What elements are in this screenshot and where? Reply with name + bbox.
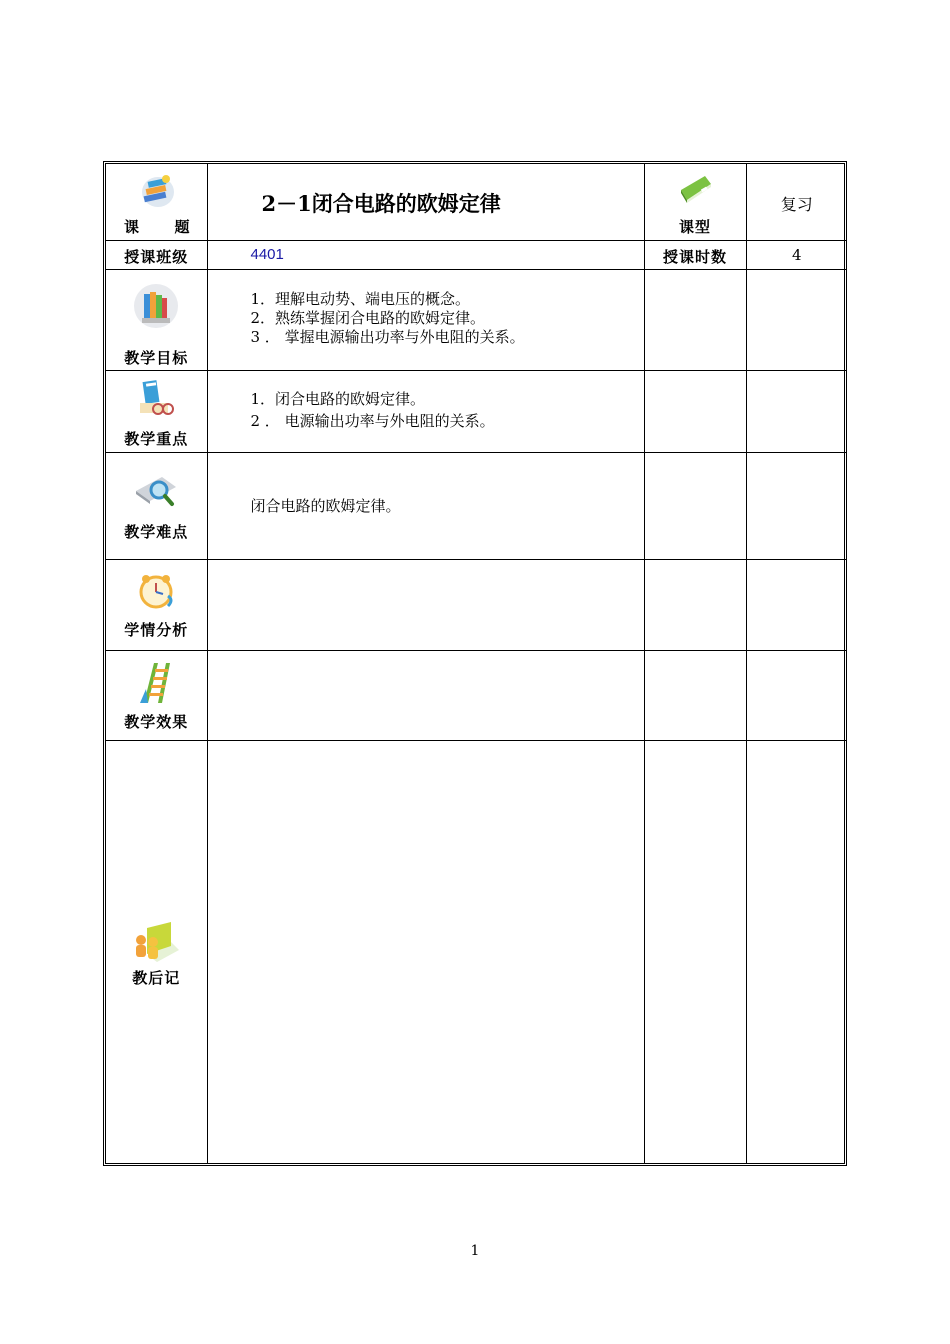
type-label: 课型 (678, 218, 711, 236)
key-point-item: 2 ． 电源输出功率与外电阻的关系。 (250, 411, 495, 430)
ladder-icon (136, 659, 176, 705)
difficulties-label: 教学难点 (124, 522, 189, 541)
topic-label-left: 课 (124, 218, 141, 236)
key-points-row (106, 370, 847, 452)
green-book-icon (675, 168, 715, 208)
info-row (106, 240, 847, 269)
key-points-empty-cell (644, 370, 746, 452)
class-label: 授课班级 (124, 247, 189, 266)
analysis-label-cell (106, 559, 207, 650)
alarm-clock-icon (134, 572, 178, 612)
analysis-row (106, 559, 847, 650)
lesson-title-cell (207, 164, 644, 240)
people-folder-icon (131, 920, 181, 962)
topic-label-right: 题 (174, 218, 191, 236)
reflection-content-cell (207, 740, 644, 1163)
effect-label-cell (106, 650, 207, 740)
reflection-row (106, 740, 847, 1163)
books-stack-icon (136, 170, 176, 210)
effect-row (106, 650, 847, 740)
hours-label-cell (644, 240, 746, 269)
reflection-label-cell (106, 740, 207, 1163)
difficulties-label-cell (106, 452, 207, 559)
difficulties-text: 闭合电路的欧姆定律。 (250, 496, 401, 515)
objectives-row (106, 269, 847, 370)
type-label-cell (644, 164, 746, 240)
magnifier-icon (132, 471, 180, 515)
analysis-content-cell (207, 559, 644, 650)
objectives-label-cell (106, 269, 207, 370)
hours-value-cell (746, 240, 847, 269)
hours-value: 4 (791, 245, 802, 264)
class-value: 4401 (250, 245, 284, 263)
objectives-empty-cell-2 (746, 269, 847, 370)
reflection-empty-cell (644, 740, 746, 1163)
key-points-list (251, 389, 495, 431)
objectives-list (251, 289, 525, 347)
type-value: 复习 (780, 195, 813, 214)
effect-empty-cell-2 (746, 650, 847, 740)
objectives-content-cell (207, 269, 644, 370)
analysis-label: 学情分析 (124, 620, 189, 639)
difficulties-row (106, 452, 847, 559)
lesson-plan-table (106, 164, 847, 1163)
page-number: 1 (470, 1243, 480, 1259)
type-value-cell (746, 164, 847, 240)
hours-label: 授课时数 (662, 247, 727, 266)
class-value-cell (207, 240, 644, 269)
class-label-cell (106, 240, 207, 269)
objectives-empty-cell (644, 269, 746, 370)
reflection-empty-cell-2 (746, 740, 847, 1163)
key-point-item: 1．闭合电路的欧姆定律。 (250, 389, 426, 408)
topic-label (106, 216, 207, 237)
difficulties-empty-cell-2 (746, 452, 847, 559)
objective-item: 2．熟练掌握闭合电路的欧姆定律。 (250, 308, 486, 327)
analysis-empty-cell-2 (746, 559, 847, 650)
notebook-glasses-icon (134, 377, 178, 421)
key-points-label-cell (106, 370, 207, 452)
books-icon (132, 282, 180, 330)
objective-item: 3 ． 掌握电源输出功率与外电阻的关系。 (250, 327, 525, 346)
key-points-label: 教学重点 (124, 429, 189, 448)
objective-item: 1．理解电动势、端电压的概念。 (250, 289, 471, 308)
lesson-plan-sheet (103, 161, 847, 1166)
topic-row (106, 164, 847, 240)
key-points-content-cell (207, 370, 644, 452)
key-points-empty-cell-2 (746, 370, 847, 452)
difficulties-empty-cell (644, 452, 746, 559)
topic-label-cell (106, 164, 207, 240)
effect-content-cell (207, 650, 644, 740)
objectives-label: 教学目标 (124, 348, 189, 367)
effect-label: 教学效果 (124, 712, 189, 731)
effect-empty-cell (644, 650, 746, 740)
analysis-empty-cell (644, 559, 746, 650)
difficulties-content-cell (207, 452, 644, 559)
reflection-label: 教后记 (132, 968, 181, 987)
lesson-title: 2－1闭合电路的欧姆定律 (261, 191, 501, 216)
